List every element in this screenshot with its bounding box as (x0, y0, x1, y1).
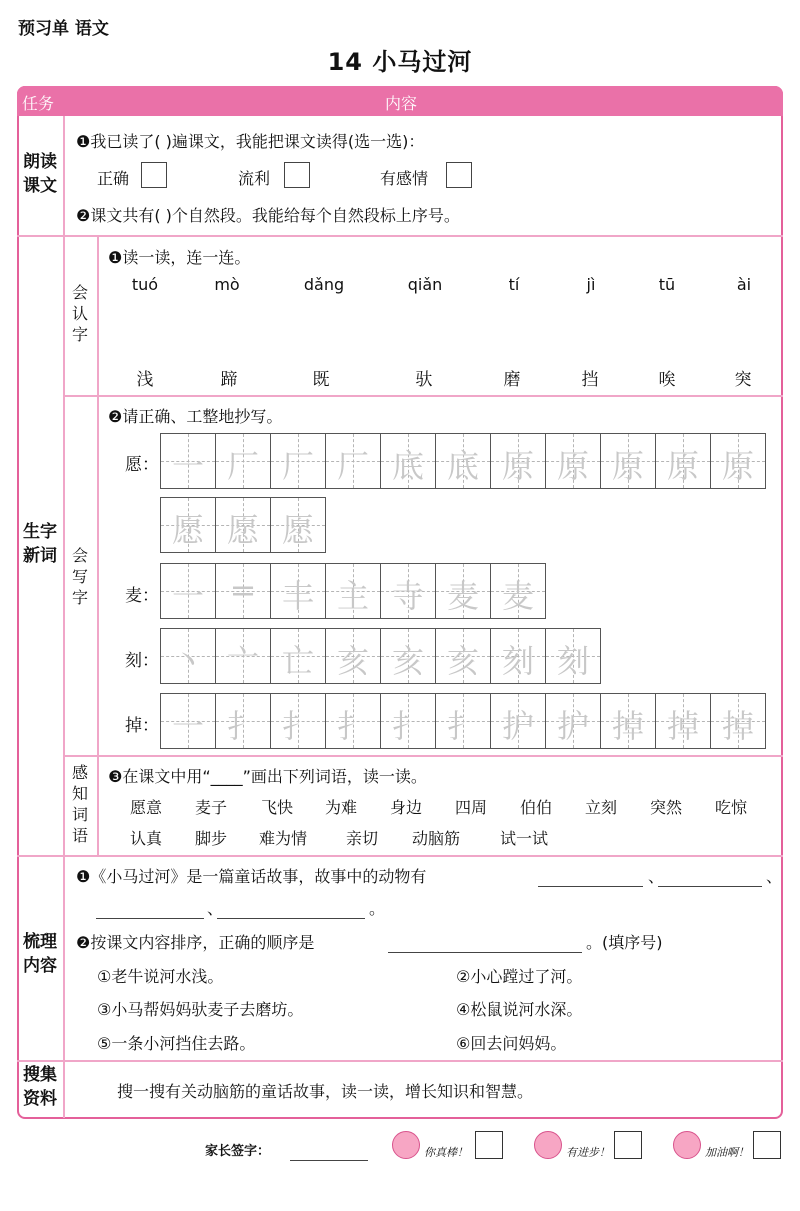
word-item: 亲切 (346, 829, 379, 848)
write-label-mai: 麦： (125, 586, 159, 606)
writing-grid-mai[interactable]: 一 = 丰 主 寺 麦 麦 (161, 563, 546, 619)
sort-item: ⑤一条小河挡住去路。 (97, 1034, 256, 1053)
word-item: 认真 (130, 829, 163, 848)
hanzi-item: 挡 (581, 370, 599, 390)
row-divider (17, 1060, 783, 1062)
praise-label: 加油啊！ (705, 1146, 749, 1159)
separator: 、 (648, 867, 665, 886)
sentence-end: 。 (369, 899, 386, 918)
sub-row-divider (63, 755, 783, 757)
pinyin-item: tuó (131, 275, 159, 294)
pinyin-item: tí (508, 275, 520, 294)
separator: 、 (766, 867, 783, 886)
word-item: 伯伯 (520, 798, 553, 817)
reading-question-2: ❷课文共有( )个自然段。我能给每个自然段标上序号。 (76, 206, 460, 225)
word-item: 四周 (455, 798, 488, 817)
hanzi-item: 蹄 (220, 370, 238, 390)
reading-question-1: ❶我已读了( )遍课文，我能把课文读得(选一选)： (76, 132, 425, 151)
parent-signature-label: 家长签字： (205, 1144, 271, 1159)
smiley-face-icon (392, 1131, 420, 1159)
words-question: ❸在课文中用“____”画出下列词语，读一读。 (108, 767, 427, 786)
writing-grid-yuan-cont[interactable]: 愿 愿 愿 (161, 497, 326, 553)
sort-question-1: ❶《小马过河》是一篇童话故事，故事中的动物有 (76, 867, 427, 886)
write-label-yuan: 愿： (125, 455, 159, 475)
word-item: 立刻 (585, 798, 618, 817)
word-item: 吃惊 (715, 798, 748, 817)
write-question: ❷请正确、工整地抄写。 (108, 407, 283, 426)
sort-item: ③小马帮妈妈驮麦子去磨坊。 (97, 1000, 304, 1019)
hanzi-item: 突 (734, 370, 752, 390)
pinyin-item: mò (214, 275, 240, 294)
checkbox-emotion[interactable] (446, 162, 472, 188)
word-item: 突然 (650, 798, 683, 817)
answer-blank[interactable] (217, 898, 365, 919)
sort-question-2: ❷按课文内容排序，正确的顺序是 (76, 933, 315, 952)
sort-item: ⑥回去问妈妈。 (456, 1034, 567, 1053)
worksheet-header: 预习单 语文 (18, 19, 109, 39)
section-label-new-words: 生字 新词 (23, 522, 57, 566)
sub-label-words: 感 知 词 语 (71, 763, 88, 845)
pinyin-item: qiǎn (407, 275, 443, 294)
order-answer-blank[interactable] (388, 932, 582, 953)
sort-item: ②小心蹚过了河。 (456, 967, 583, 986)
hanzi-item: 驮 (415, 370, 433, 390)
separator: 、 (207, 899, 224, 918)
answer-blank[interactable] (538, 866, 643, 887)
row-divider (17, 855, 783, 857)
parent-signature-field[interactable] (290, 1140, 368, 1161)
write-label-ke: 刻： (125, 651, 159, 671)
checkbox-correct[interactable] (141, 162, 167, 188)
write-label-diao: 掉： (125, 716, 159, 736)
praise-checkbox[interactable] (753, 1131, 781, 1159)
column-divider (63, 116, 65, 1118)
option-correct: 正确 (97, 169, 130, 188)
pinyin-item: dǎng (303, 275, 345, 294)
praise-label: 你真棒！ (424, 1146, 468, 1159)
word-item: 难为情 (259, 829, 308, 848)
praise-checkbox[interactable] (475, 1131, 503, 1159)
header-content: 内容 (385, 94, 418, 113)
sort-item: ①老牛说河水浅。 (97, 967, 224, 986)
section-label-reading: 朗读 课文 (23, 152, 57, 196)
word-item: 脚步 (195, 829, 228, 848)
row-divider (17, 235, 783, 237)
hanzi-item: 磨 (503, 370, 521, 390)
praise-label: 有进步！ (566, 1146, 610, 1159)
header-task: 任务 (22, 94, 55, 113)
section-label-sort: 梳理 内容 (23, 932, 57, 976)
collect-instruction: 搜一搜有关动脑筋的童话故事，读一读，增长知识和智慧。 (117, 1082, 534, 1101)
smiley-face-icon (534, 1131, 562, 1159)
writing-grid-ke[interactable]: 丶 亠 亡 亥 亥 亥 刻 刻 (161, 628, 601, 684)
hanzi-item: 唉 (658, 370, 676, 390)
sub-column-divider (97, 236, 99, 856)
word-item: 身边 (390, 798, 423, 817)
answer-blank[interactable] (658, 866, 762, 887)
smiley-face-icon (673, 1131, 701, 1159)
sub-label-recognize: 会 认 字 (71, 283, 88, 344)
word-item: 试一试 (500, 829, 549, 848)
recognize-question: ❶读一读，连一连。 (108, 248, 251, 267)
writing-grid-yuan[interactable]: 一 厂 厂 厂 底 底 原 原 原 原 原 (161, 433, 766, 489)
praise-checkbox[interactable] (614, 1131, 642, 1159)
hanzi-item: 既 (312, 370, 330, 390)
sub-row-divider (63, 395, 783, 397)
pinyin-item: tū (658, 275, 676, 294)
option-fluent: 流利 (238, 169, 271, 188)
sub-label-write: 会 写 字 (71, 546, 88, 607)
pinyin-item: jì (586, 275, 596, 294)
word-item: 为难 (325, 798, 358, 817)
checkbox-fluent[interactable] (284, 162, 310, 188)
word-item: 愿意 (130, 798, 163, 817)
writing-grid-diao[interactable]: 一 扌 扌 扌 扌 扌 护 护 掉 掉 掉 (161, 693, 766, 749)
word-item: 动脑筋 (412, 829, 461, 848)
sort-item: ④松鼠说河水深。 (456, 1000, 583, 1019)
option-emotion: 有感情 (380, 169, 429, 188)
lesson-title: 14 小马过河 (327, 48, 473, 76)
answer-blank[interactable] (96, 898, 204, 919)
hanzi-item: 浅 (136, 370, 154, 390)
section-label-collect: 搜集 资料 (23, 1065, 57, 1109)
word-item: 飞快 (261, 798, 294, 817)
order-hint: 。(填序号) (586, 933, 663, 952)
word-item: 麦子 (195, 798, 228, 817)
pinyin-item: ài (736, 275, 752, 294)
